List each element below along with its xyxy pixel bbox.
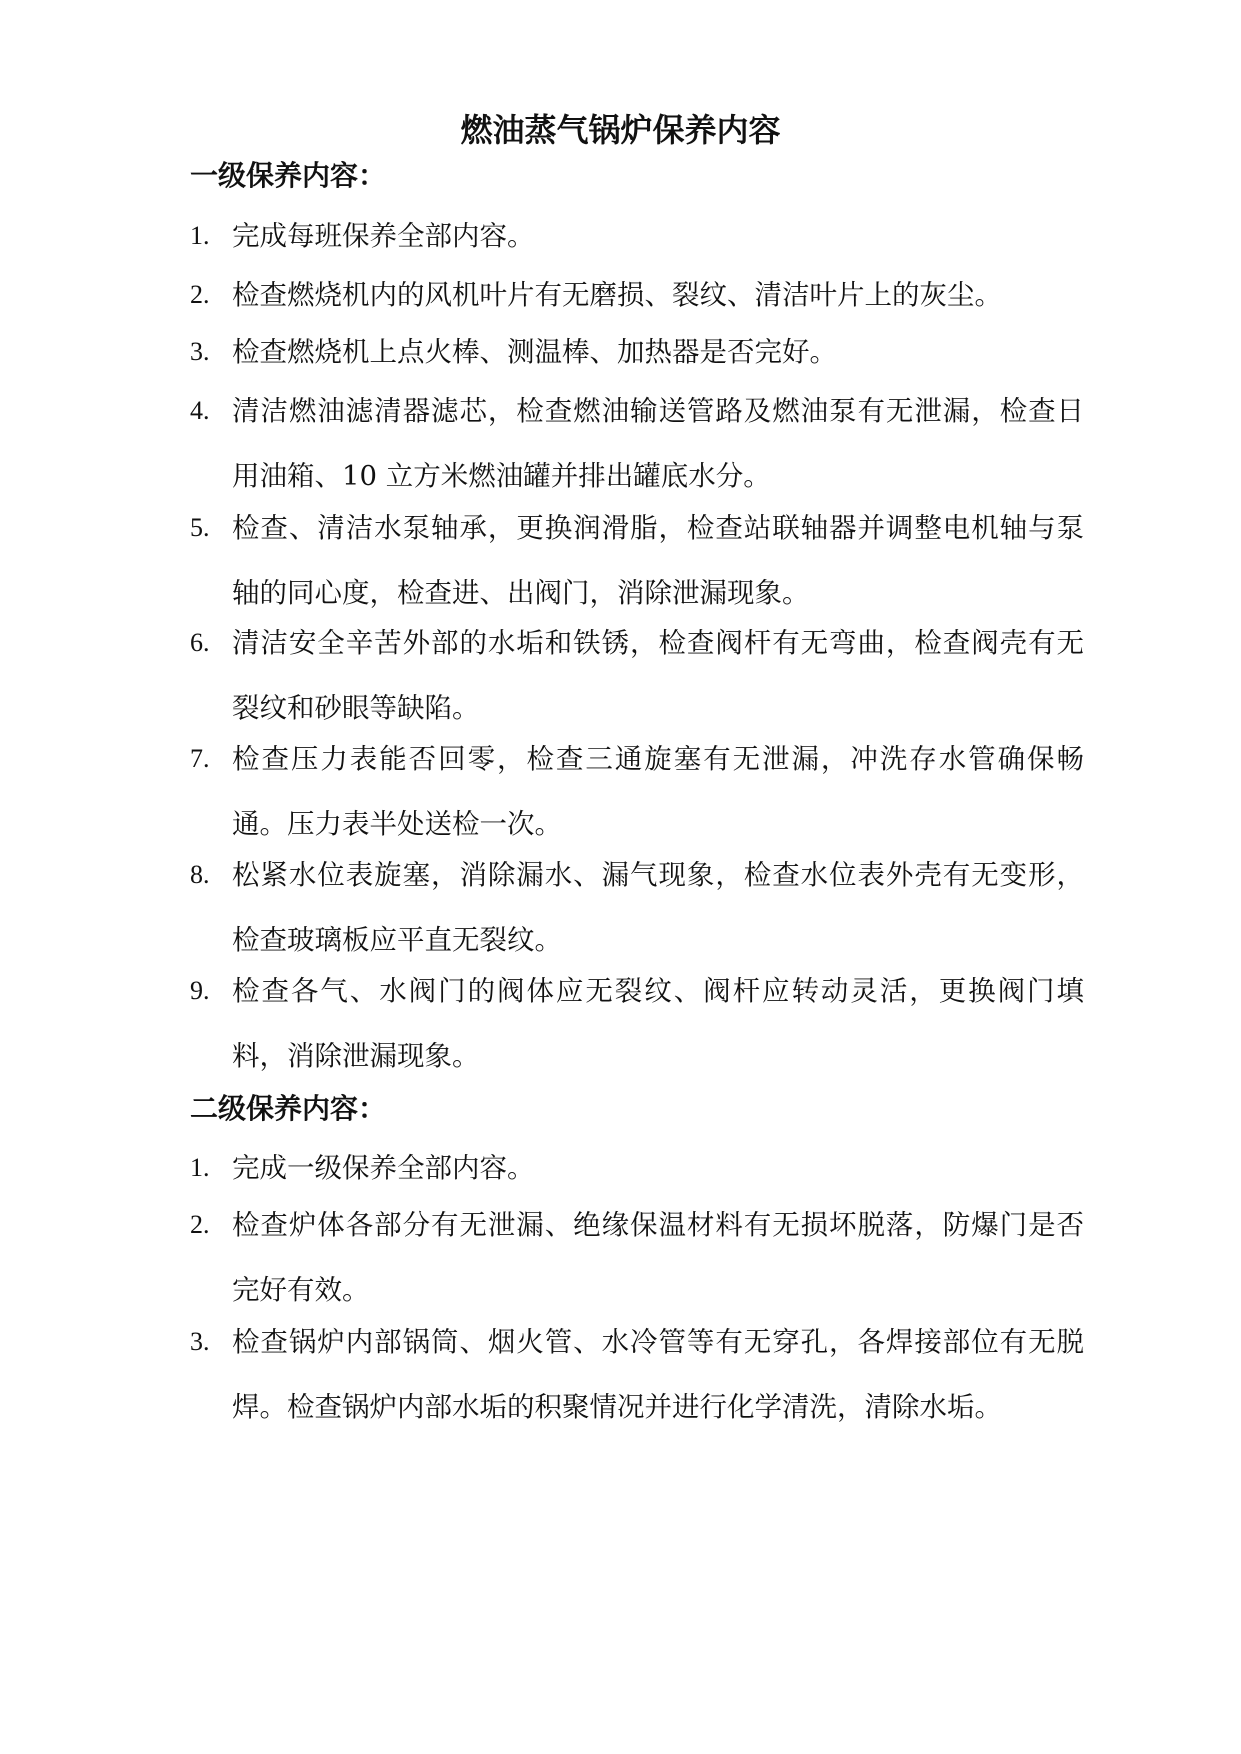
item-number: 6.: [190, 628, 210, 657]
item-number: 3.: [190, 1327, 210, 1356]
item-number: 5.: [190, 513, 210, 542]
item-number: 1.: [190, 1153, 210, 1182]
item-text: 完成每班保养全部内容。: [232, 220, 535, 252]
item-text: 检查压力表能否回零，检查三通旋塞有无泄漏，冲洗存水管确保畅通。压力表半处送检一次。: [232, 743, 1084, 840]
item-number: 9.: [190, 976, 210, 1005]
item-text: 检查燃烧机内的风机叶片有无磨损、裂纹、清洁叶片上的灰尘。: [232, 279, 1002, 311]
item-text: 检查燃烧机上点火棒、测温棒、加热器是否完好。: [232, 336, 837, 368]
item-text: 清洁安全辛苦外部的水垢和铁锈，检查阀杆有无弯曲，检查阀壳有无裂纹和砂眼等缺陷。: [232, 627, 1084, 724]
item-number: 7.: [190, 744, 210, 773]
section-heading-level-1: 一级保养内容：: [190, 159, 387, 192]
item-text: 完成一级保养全部内容。: [232, 1152, 535, 1184]
item-text: 检查各气、水阀门的阀体应无裂纹、阀杆应转动灵活，更换阀门填料，消除泄漏现象。: [232, 975, 1084, 1072]
section-heading-level-2: 二级保养内容：: [190, 1092, 387, 1125]
item-text: 检查锅炉内部锅筒、烟火管、水冷管等有无穿孔，各焊接部位有无脱焊。检查锅炉内部水垢的积聚情况并进行化学清洗，清除水垢。: [232, 1326, 1084, 1423]
item-number: 4.: [190, 396, 210, 425]
item-text: 检查炉体各部分有无泄漏、绝缘保温材料有无损坏脱落，防爆门是否完好有效。: [232, 1209, 1084, 1306]
item-number: 2.: [190, 280, 210, 309]
item-text: 清洁燃油滤清器滤芯，检查燃油输送管路及燃油泵有无泄漏，检查日用油箱、10 立方米燃油罐并排出罐底水分。: [232, 395, 1084, 492]
item-number: 3.: [190, 337, 210, 366]
item-text: 松紧水位表旋塞，消除漏水、漏气现象，检查水位表外壳有无变形，检查玻璃板应平直无裂纹。: [232, 859, 1084, 956]
item-number: 8.: [190, 860, 210, 889]
item-number: 2.: [190, 1210, 210, 1239]
item-number: 1.: [190, 221, 210, 250]
document-title: 燃油蒸气锅炉保养内容: [460, 111, 781, 149]
item-text: 检查、清洁水泵轴承，更换润滑脂，检查站联轴器并调整电机轴与泵轴的同心度，检查进、出阀门，消除泄漏现象。: [232, 512, 1084, 609]
